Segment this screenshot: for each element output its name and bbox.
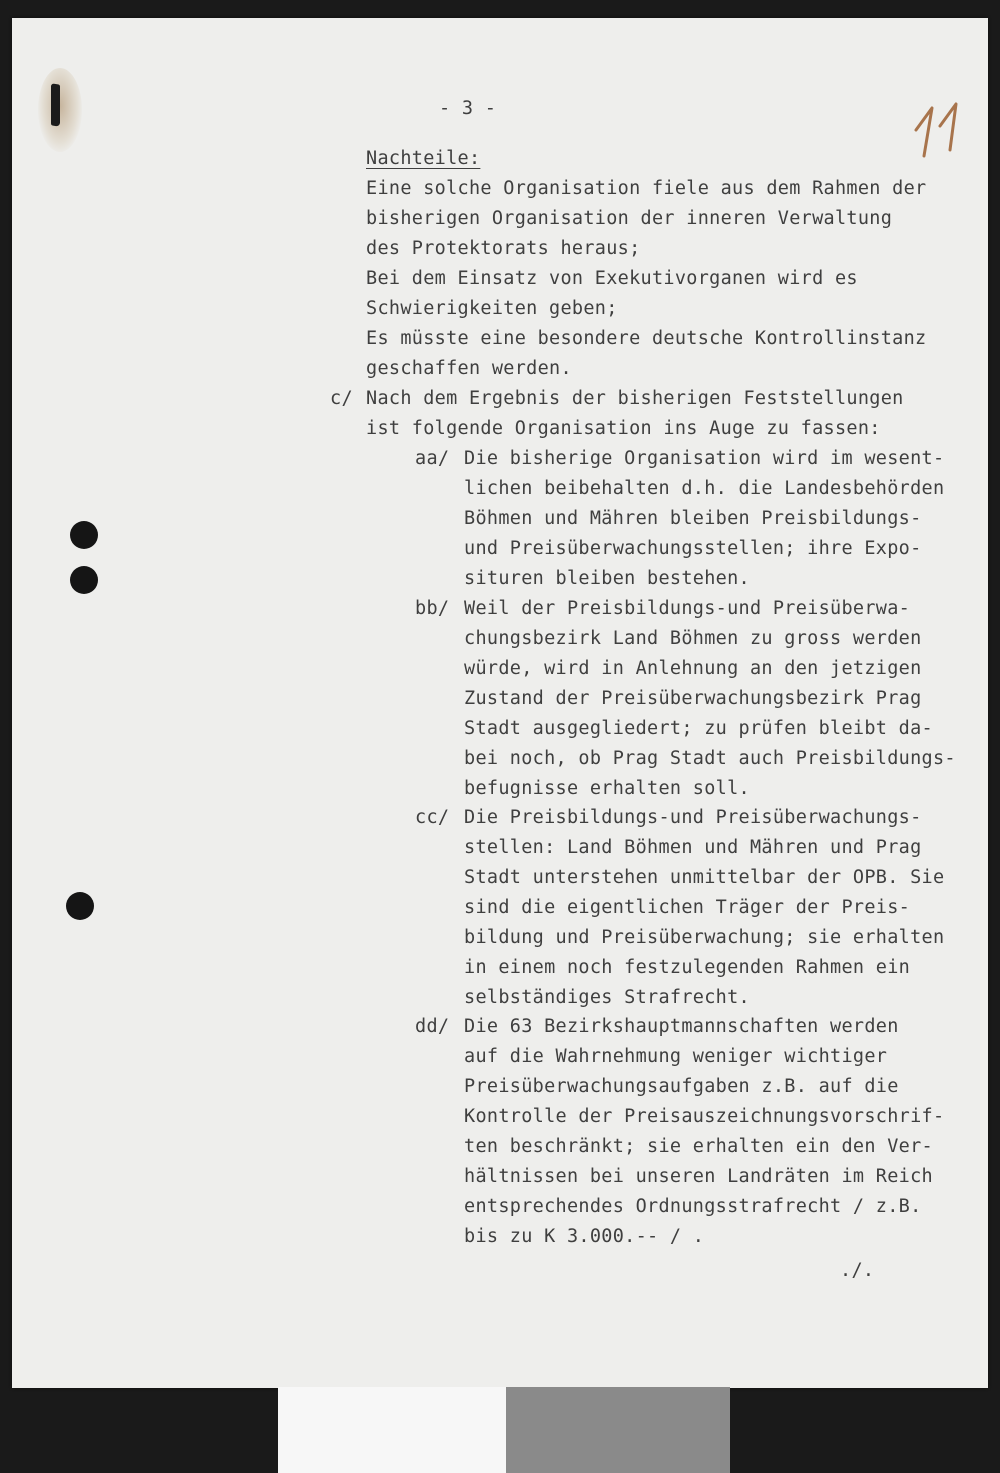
text-line: Weil der Preisbildungs-und Preisüberwa-: [464, 598, 911, 619]
text-line: in einem noch festzulegenden Rahmen ein: [464, 957, 911, 978]
text-line: und Preisüberwachungsstellen; ihre Expo-: [464, 538, 922, 559]
text-line: Stadt unterstehen unmittelbar der OPB. Sie: [464, 867, 945, 888]
text-line: befugnisse erhalten soll.: [464, 778, 750, 799]
staple-mark: [51, 83, 60, 126]
text-line: des Protektorats heraus;: [366, 238, 641, 259]
text-line: Eine solche Organisation fiele aus dem Rahmen der: [366, 178, 927, 199]
punch-hole: [66, 892, 94, 920]
text-line: lichen beibehalten d.h. die Landesbehörden: [464, 478, 945, 499]
page-number: - 3 -: [439, 98, 497, 119]
punch-hole: [70, 566, 98, 594]
text-line: Preisüberwachungsaufgaben z.B. auf die: [464, 1076, 899, 1097]
text-line: hältnissen bei unseren Landräten im Reich: [464, 1166, 933, 1187]
continuation-mark: ./.: [840, 1260, 875, 1281]
text-line: Stadt ausgegliedert; zu prüfen bleibt da-: [464, 718, 933, 739]
text-line: Zustand der Preisüberwachungsbezirk Prag: [464, 688, 922, 709]
calibration-strip-grey: [506, 1387, 730, 1473]
text-line: Kontrolle der Preisauszeichnungsvorschrif-: [464, 1106, 945, 1127]
text-line: selbständiges Strafrecht.: [464, 987, 750, 1008]
text-line: auf die Wahrnehmung weniger wichtiger: [464, 1046, 888, 1067]
text-line: entsprechendes Ordnungsstrafrecht / z.B.: [464, 1196, 922, 1217]
text-line: Bei dem Einsatz von Exekutivorganen wird es: [366, 268, 858, 289]
heading-nachteile: Nachteile:: [366, 148, 481, 169]
text-line: würde, wird in Anlehnung an den jetzigen: [464, 658, 922, 679]
item-marker: dd/: [415, 1016, 450, 1037]
rust-stain: [38, 68, 82, 152]
text-line: Nach dem Ergebnis der bisherigen Feststellungen: [366, 388, 904, 409]
text-line: Die 63 Bezirkshauptmannschaften werden: [464, 1016, 899, 1037]
text-line: situren bleiben bestehen.: [464, 568, 750, 589]
punch-hole: [70, 521, 98, 549]
calibration-strip-white: [278, 1387, 506, 1473]
text-line: sind die eigentlichen Träger der Preis-: [464, 897, 911, 918]
text-line: bis zu K 3.000.-- / .: [464, 1226, 705, 1247]
text-line: bisherigen Organisation der inneren Verwaltung: [366, 208, 893, 229]
text-line: Es müsste eine besondere deutsche Kontrollinstanz: [366, 328, 927, 349]
text-line: geschaffen werden.: [366, 358, 572, 379]
text-line: bei noch, ob Prag Stadt auch Preisbildungs-: [464, 748, 956, 769]
text-line: chungsbezirk Land Böhmen zu gross werden: [464, 628, 922, 649]
handwritten-folio-number: [902, 100, 972, 160]
item-marker: bb/: [415, 598, 450, 619]
text-line: Schwierigkeiten geben;: [366, 298, 618, 319]
text-line: bildung und Preisüberwachung; sie erhalten: [464, 927, 945, 948]
text-line: Die bisherige Organisation wird im wesent-: [464, 448, 945, 469]
text-line: ist folgende Organisation ins Auge zu fassen:: [366, 418, 881, 439]
item-marker: cc/: [415, 807, 450, 828]
text-line: ten beschränkt; sie erhalten ein den Ver-: [464, 1136, 933, 1157]
text-line: Böhmen und Mähren bleiben Preisbildungs-: [464, 508, 922, 529]
section-marker: c/: [330, 388, 353, 409]
item-marker: aa/: [415, 448, 450, 469]
text-line: Die Preisbildungs-und Preisüberwachungs-: [464, 807, 922, 828]
text-line: stellen: Land Böhmen und Mähren und Prag: [464, 837, 922, 858]
document-page: [12, 18, 988, 1388]
